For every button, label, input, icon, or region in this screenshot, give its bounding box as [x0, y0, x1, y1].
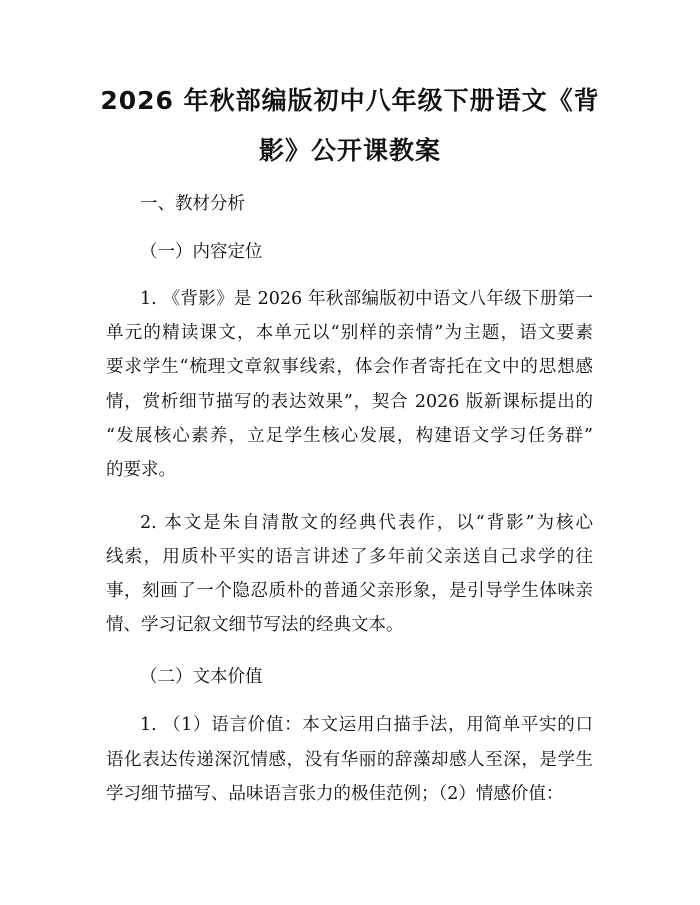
paragraph-line: 事，刻画了一个隐忍质朴的普通父亲形象，是引导学生体味亲 [106, 581, 593, 601]
paragraph-line: “发展核心素养，立足学生核心发展，构建语文学习任务群” [106, 426, 593, 446]
paragraph-line: 要求学生“梳理文章叙事线索，体会作者寄托在文中的思想感 [106, 357, 593, 377]
paragraph-line: 2. 本文是朱自清散文的经典代表作，以“背影”为核心 [140, 513, 593, 533]
paragraph-line: 学习细节描写、品味语言张力的极佳范例；（2）情感价值： [106, 784, 564, 804]
paragraph-line: 线索，用质朴平实的语言讲述了多年前父亲送自己求学的往 [106, 547, 593, 567]
paragraph-line: 单元的精读课文，本单元以“别样的亲情”为主题，语文要素 [106, 323, 593, 343]
paragraph-line: 1. 《背影》是 2026 年秋部编版初中语文八年级下册第一 [140, 289, 593, 309]
paragraph-line: 的要求。 [106, 460, 176, 480]
paragraph-line: 语化表达传递深沉情感，没有华丽的辞藻却感人至深，是学生 [106, 750, 593, 770]
paragraph-line: 1. （1）语言价值：本文运用白描手法，用简单平实的口 [140, 715, 593, 735]
subsection-heading: （二）文本价值 [140, 667, 263, 687]
subsection-heading: （一）内容定位 [140, 242, 263, 262]
document-title-line-1: 2026 年秋部编版初中八年级下册语文《背 [100, 86, 600, 115]
section-heading: 一、教材分析 [140, 194, 245, 214]
paragraph-line: 情，赏析细节描写的表达效果”，契合 2026 版新课标提出的 [106, 392, 593, 412]
document-title-line-2: 影》公开课教案 [258, 136, 441, 165]
paragraph-line: 情、学习记叙文细节写法的经典文本。 [106, 615, 404, 635]
